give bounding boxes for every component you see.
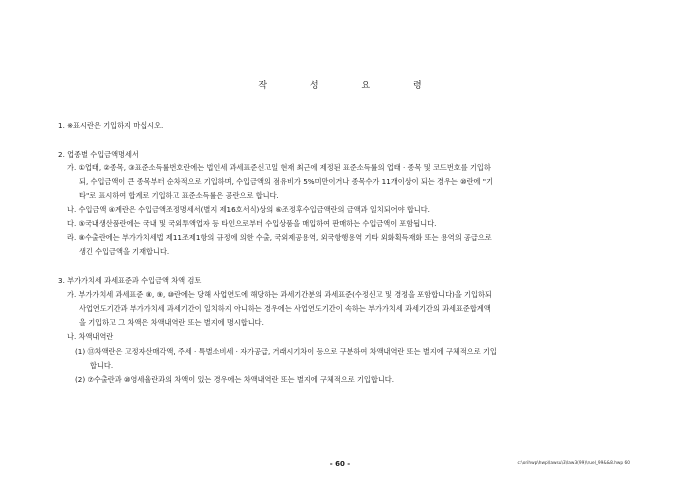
page-title: 작 성 요 령 [258,81,442,91]
section-2-item-a-line-2: 되, 수입금액이 큰 종목부터 순차적으로 기입하며, 수입금액의 점유비가 5%미만이거나 종목수가 11개이상이 되는 경우는 ⑩란에 "기 [79,177,494,186]
section-2-heading: 2. 업종별 수입금액명세서 [58,150,139,159]
section-3-item-b: 나. 차액내역란 [67,332,114,341]
section-1-heading: 1. ※표시란은 기입하지 마십시오. [58,121,164,130]
section-2-item-d-line-1: 라. ⑧수출란에는 부가가치세법 제11조제1항의 규정에 의한 수출, 국외제공용역, 외국항행용역 기타 외화획득재화 또는 용역의 공급으로 [67,233,492,242]
section-2-item-c: 다. ⑤국내생산품란에는 국내 및 국외투액업자 등 타인으로부터 수입상품을 매입하여 판매하는 수입금액이 포함됩니다. [67,219,437,228]
section-3-item-a-line-1: 가. 부가가치세 과세표준 ⑧, ⑨, ⑩란에는 당해 사업연도에 해당하는 과세기간분의 과세표준(수정신고 및 경정을 포함합니다)을 기입하되 [67,290,492,299]
section-2-item-b: 나. 수입금액 ④계란은 수입금액조정명세서(별지 제16호서식)상의 ⑥조정후수입금액란의 금액과 일치되어야 합니다. [67,205,430,214]
section-3-item-a-line-3: 을 기입하고 그 차액은 차액내역란 또는 별지에 명시합니다. [79,318,264,327]
section-3-item-b2: (2) ⑦수출란과 ⑩영세율란과의 차액이 있는 경우에는 차액내역란 또는 별지에 구체적으로 기입합니다. [75,375,394,384]
section-2-item-a-line-3: 타"로 표시하여 합계로 기입하고 표준소득률은 공란으로 합니다. [79,191,279,200]
page-number: - 60 - [329,460,351,468]
section-3-heading: 3. 부가가치세 과세표준과 수입금액 차액 검토 [58,276,202,285]
file-path: c:\orihwp\hwp\lawsu\3\law3(99)\ruel_99&&8.hwp 60 [517,461,630,466]
section-3-item-b1-line-2: 합니다. [90,361,114,370]
section-3-item-b1-line-1: (1) ⑬차액란은 고정자산매각액, 주세 · 특별소비세 · 자가공급, 거래시기차이 등으로 구분하여 차액내역란 또는 별지에 구체적으로 기입 [75,347,497,356]
section-2-item-d-line-2: 생긴 수입금액을 기재합니다. [79,247,170,256]
section-3-item-a-line-2: 사업연도기간과 부가가치세 과세기간이 일치하지 아니하는 경우에는 사업연도기간이 속하는 부가가치세 과세기간의 과세표준합계액 [79,304,491,313]
section-2-item-a-line-1: 가. ①업태, ②종목, ③표준소득률번호란에는 법인세 과세표준신고일 현재 최근에 제정된 표준소득률의 업태 · 종목 및 코드번호를 기입하 [67,163,491,172]
